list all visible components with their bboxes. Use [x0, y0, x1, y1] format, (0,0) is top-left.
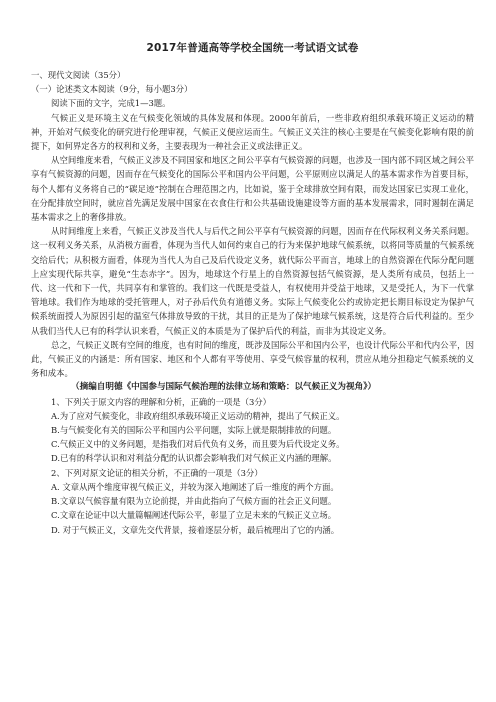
section-heading: 一、现代文阅读（35分） [31, 70, 126, 80]
question-1-option-c: C.气候正义中的义务问题，是指我们对后代负有义务，而且要为后代设定义务。 [51, 439, 345, 450]
question-1-stem: 1、下列关于原文内容的理解和分析，正确的一项是（3分） [51, 396, 272, 407]
source-citation: （摘编自明德《中国参与国际气候治理的法律立场和策略：以气候正义为视角》） [71, 382, 377, 393]
passage-paragraph-1: 气候正义是环境主义在气候变化领域的具体发展和体现。2000年前后，一些非政府组织承载环境正义运动的精神，开始对气候变化的研究进行伦理审视，气候正义便应运而生。气候正义关注的核心主要是在气候变化影响有限的前提下，如何界定各方的权利和义务，主要表现为一种社会正义或法律正义。 [31, 112, 474, 152]
question-2-option-b: B.文章以气候容量有限为立论前提，并由此指向了气候方面的社会正义问题。 [51, 496, 337, 507]
passage-paragraph-4: 总之，气候正义既有空间的维度，也有时间的维度，既涉及国际公平和国内公平，也设计代际公平和代内公平，因此，气候正义的内涵是：所有国家、地区和个人都有平等使用、享受气候容量的权利，贯应从地分担稳定气候系统的义务和成本。 [31, 339, 474, 379]
question-1-option-a: A.为了应对气候变化，非政府组织承载环境正义运动的精神，提出了气候正义。 [51, 410, 345, 421]
page-title: 2017年普通高等学校全国统一考试语文试卷 [146, 42, 359, 54]
passage-paragraph-3: 从时间维度上来看，气候正义涉及当代人与后代之间公平享有气候资源的问题，因而存在代际权利义务关系问题。这一权利义务关系，从消极方面看，体现为当代人如何约束自己的行为来保护地球气候系统，以将同等质量的气候系统交给后代；从积极方面看，体现为当代人为自己及后代设定义务，就代际公平而言，地球上的自然资源在代际分配问题上应实现代际共享，避免“生态赤字”。因为，地球这个行星上的自然资源包括气候资源，是人类所有成员，包括上一代、这一代和下一代，共同享有和掌管的。我们这一代既是受益人，有权使用并受益于地球，又是受托人，为下一代掌管地球。我们作为地球的受托管理人，对子孙后代负有道德义务。实际上气候变化公约或协定把长期目标设定为保护气候系统面授人为原因引起的温室气体排放导致的干扰，其目的正是为了保护地球气候系统，这是符合后代利益的。至少从我们当代人已有的科学认识来看，气候正义的本质是为了保护后代的利益，而非为其设定义务。 [31, 226, 474, 336]
question-2-option-a: A. 文章从两个维度审视气候正义，并较为深入地阐述了后一维度的两个方面。 [51, 481, 339, 492]
question-1-option-b: B.与气候变化有关的国际公平和国内公平问题，实际上就是限制排放的问题。 [51, 425, 337, 436]
subsection-heading: （一）论述类文本阅读（9分，每小题3分） [31, 84, 193, 95]
question-2-stem: 2、下列对原文论证的相关分析，不正确的一项是（3分） [51, 467, 263, 478]
question-1-option-d: D.已有的科学认识和对利益分配的认识都会影响我们对气候正义内涵的理解。 [51, 453, 337, 464]
question-2-option-d: D. 对于气候正义，文章先交代背景，接着逐层分析，最后梳理出了它的内涵。 [51, 524, 340, 535]
question-2-option-c: C.文章在论证中以大量篇幅阐述代际公平，彰显了立足未来的气候正义立场。 [51, 510, 337, 521]
passage-paragraph-2: 从空间维度来看，气候正义涉及不同国家和地区之间公平享有气候资源的问题，也涉及一国内部不同区域之间公平享有气候资源的问题，因而存在气候变化的国际公平和国内公平问题，公平原则应以满足人的基本需求作为首要目标，每个人都有义务将自己的“碳足迹”控制在合理范围之内，比如说，鉴于全球排放空间有限，而发达国家已实现工业化，在分配排放空间时，就应首先满足发展中国家在衣食住行和公共基础设施建设等方面的基本发展需求，同时遏制在满足基本需求之上的奢侈排放。 [31, 155, 474, 223]
reading-instruction: 阅读下面的文字，完成1—3题。 [51, 98, 171, 109]
